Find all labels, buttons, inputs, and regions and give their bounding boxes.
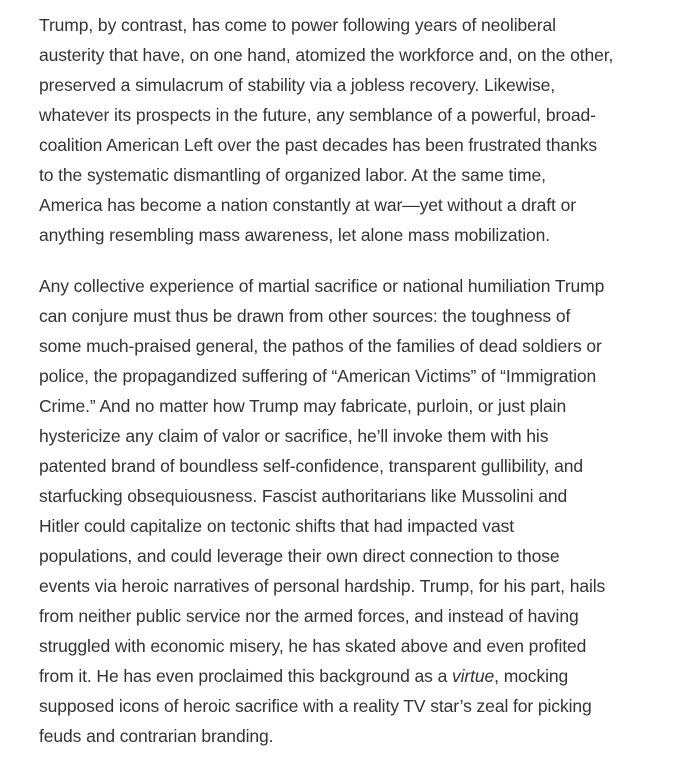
text-line: feuds and contrarian branding. bbox=[39, 726, 274, 746]
text-line: austerity that have, on one hand, atomized the workforce and, on the other, bbox=[39, 45, 614, 65]
article-body bbox=[39, 10, 679, 772]
paragraph-2 bbox=[39, 271, 679, 751]
text-line: from neither public service nor the armed forces, and instead of having bbox=[39, 606, 579, 626]
text-line: police, the propagandized suffering of “American Victims” of “Immigration bbox=[39, 366, 597, 386]
text-line: to the systematic dismantling of organized labor. At the same time, bbox=[39, 165, 546, 185]
text-line: preserved a simulacrum of stability via a jobless recovery. Likewise, bbox=[39, 75, 556, 95]
text-line: some much-praised general, the pathos of the families of dead soldiers or bbox=[39, 336, 602, 356]
text-segment: , mocking bbox=[494, 666, 569, 686]
text-line: hystericize any claim of valor or sacrifice, he’ll invoke them with his bbox=[39, 426, 549, 446]
text-line: America has become a nation constantly at war—yet without a draft or bbox=[39, 195, 576, 215]
text-line: whatever its prospects in the future, any semblance of a powerful, broad- bbox=[39, 105, 596, 125]
text-line: coalition American Left over the past decades has been frustrated thanks bbox=[39, 135, 598, 155]
text-line: Trump, by contrast, has come to power following years of neoliberal bbox=[39, 15, 556, 35]
text-line: supposed icons of heroic sacrifice with a reality TV star’s zeal for picking bbox=[39, 696, 592, 716]
text-line: anything resembling mass awareness, let alone mass mobilization. bbox=[39, 225, 551, 245]
paragraph-1 bbox=[39, 10, 679, 250]
text-line: populations, and could leverage their own direct connection to those bbox=[39, 546, 560, 566]
text-line: can conjure must thus be drawn from other sources: the toughness of bbox=[39, 306, 571, 326]
text-line: Hitler could capitalize on tectonic shifts that had impacted vast bbox=[39, 516, 514, 536]
text-line: struggled with economic misery, he has skated above and even profited bbox=[39, 636, 587, 656]
text-line: events via heroic narratives of personal hardship. Trump, for his part, hails bbox=[39, 576, 606, 596]
text-line: patented brand of boundless self-confidence, transparent gullibility, and bbox=[39, 456, 583, 476]
text-line: Crime.” And no matter how Trump may fabricate, purloin, or just plain bbox=[39, 396, 567, 416]
text-line: Any collective experience of martial sacrifice or national humiliation Trump bbox=[39, 276, 605, 296]
text-line-with-emphasis bbox=[39, 661, 679, 691]
text-line: starfucking obsequiousness. Fascist authoritarians like Mussolini and bbox=[39, 486, 568, 506]
emphasized-word: virtue bbox=[451, 666, 495, 686]
text-segment: from it. He has even proclaimed this background as a bbox=[39, 666, 452, 686]
